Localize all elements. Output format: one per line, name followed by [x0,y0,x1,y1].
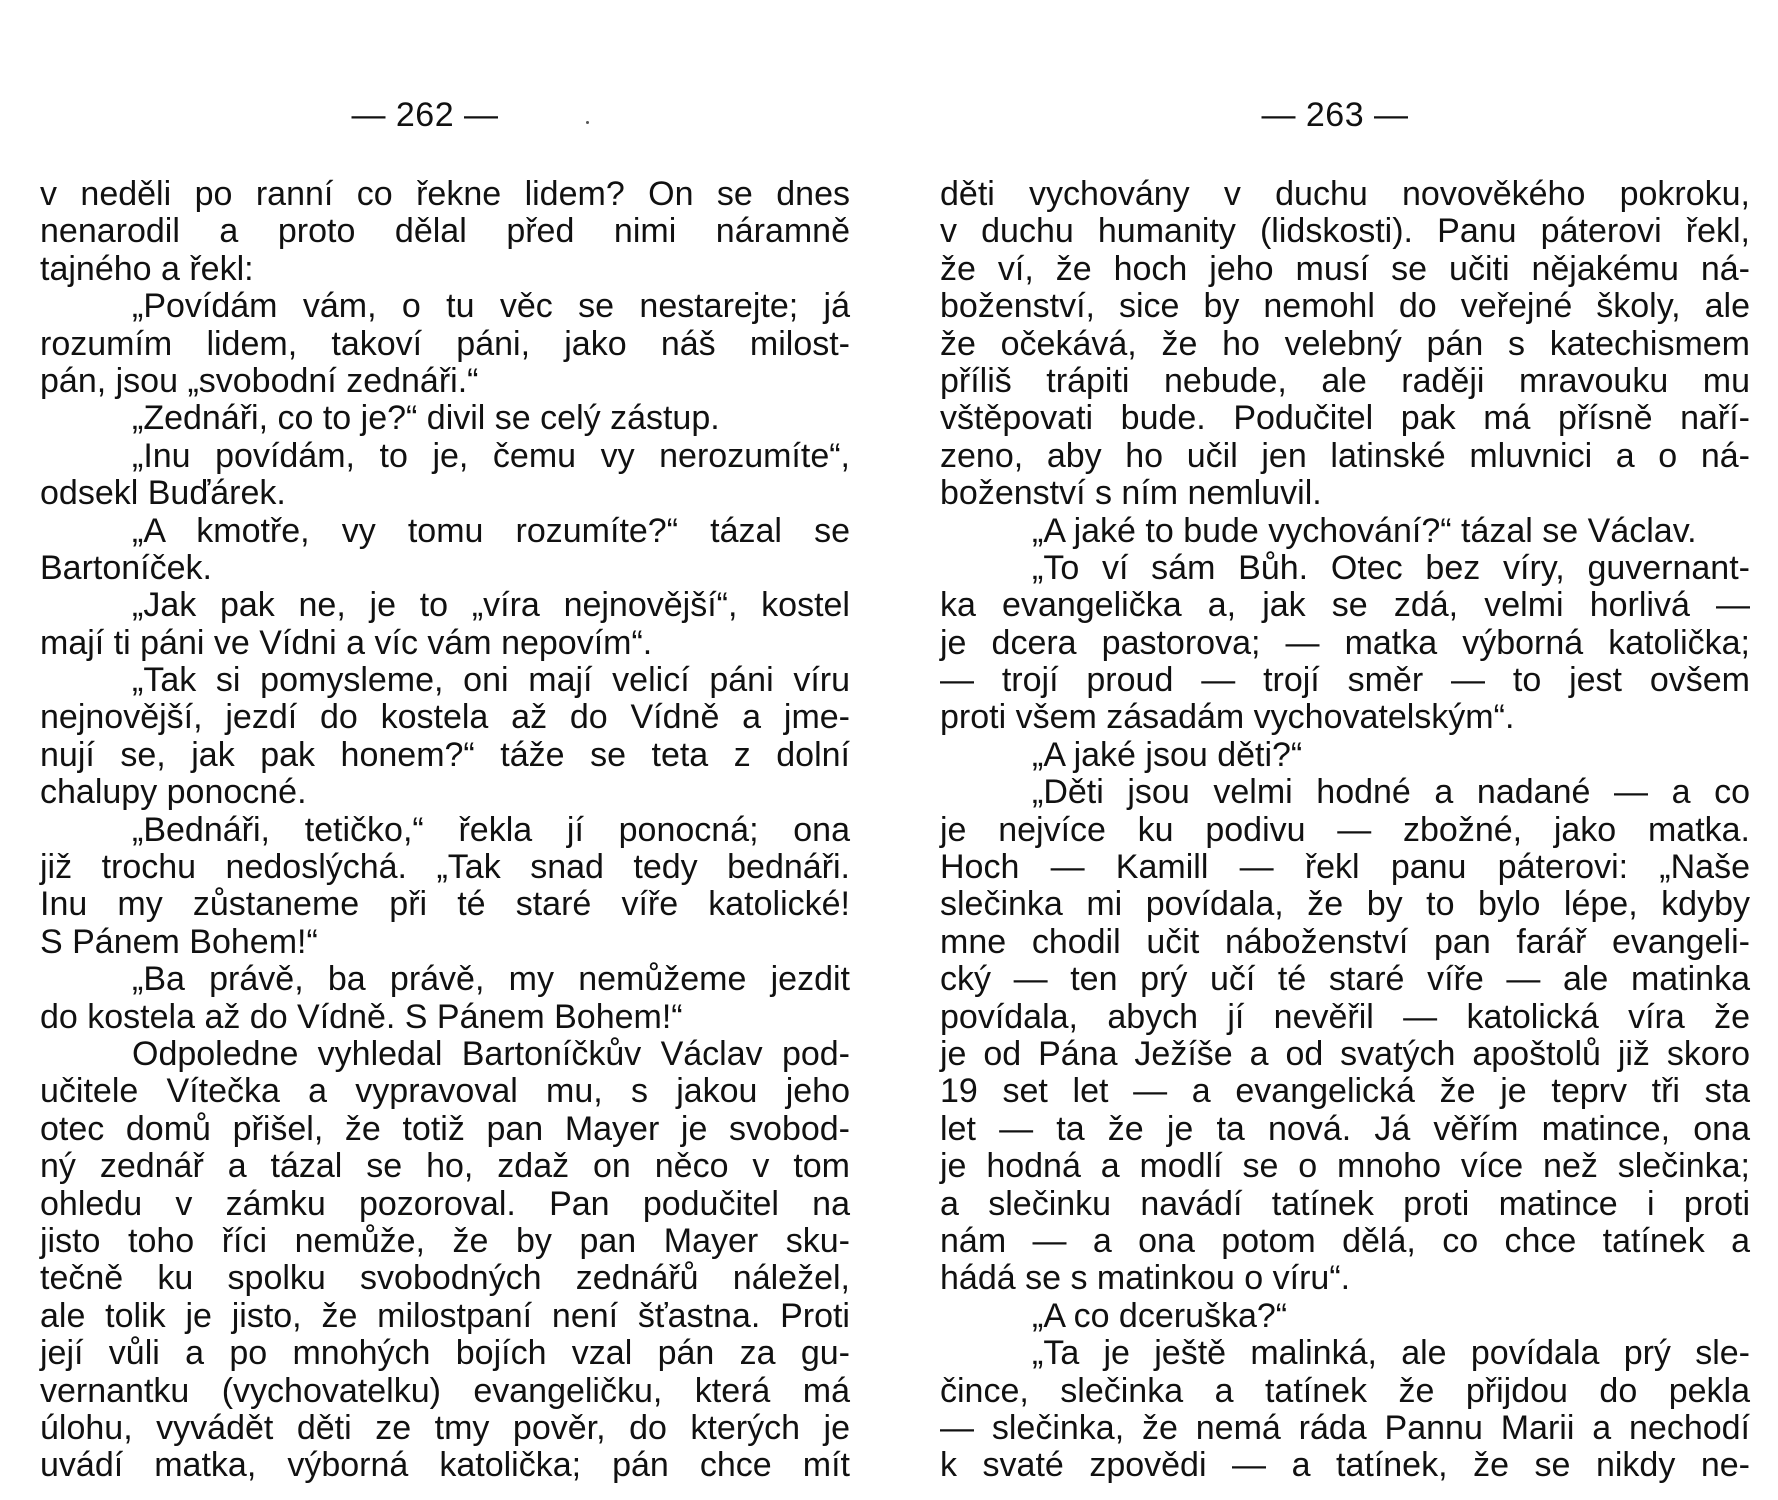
text-line: nenarodil a proto dělal před nimi náramně [40,212,850,251]
text-line: „Inu povídám, to je, čemu vy nerozumíte“, [132,436,850,475]
text-line: ohledu v zámku pozoroval. Pan podučitel na [40,1184,850,1223]
right-page-text [940,176,1750,1485]
text-line: že ví, že hoch jeho musí se učiti nějakému ná- [940,249,1750,288]
text-line: rozumím lidem, takoví páni, jako náš milost- [40,324,850,363]
left-page-text [40,176,850,1485]
print-speck [586,121,589,124]
text-line: odsekl Buďárek. [40,474,286,513]
text-line: otec domů přišel, že totiž pan Mayer je svobod- [40,1109,850,1148]
text-line: boženství, sice by nemohl do veřejné školy, ale [940,287,1750,326]
text-line: tajného a řekl: [40,249,254,288]
text-line: chalupy ponocné. [40,773,307,812]
text-line: ale tolik je jisto, že milostpaní není šťastna. Proti [40,1296,850,1335]
text-line: „A co dceruška?“ [1032,1296,1288,1335]
text-line: uvádí matka, výborná katolička; pán chce mít [40,1446,850,1485]
right-page [940,0,1750,1500]
text-line: již trochu nedoslýchá. „Tak snad tedy bednáři. [40,848,850,887]
text-line: „Bednáři, tetičko,“ řekla jí ponocná; ona [132,810,850,849]
text-line: a slečinku navádí tatínek proti matince i proti [940,1184,1750,1223]
text-line: děti vychovány v duchu novověkého pokroku, [940,175,1750,213]
text-line: „Tak si pomysleme, oni mají velicí páni víru [132,661,850,700]
text-line: nám — a ona potom dělá, co chce tatínek a [940,1221,1750,1260]
text-line: — trojí proud — trojí směr — to jest ovšem [940,661,1750,700]
text-line: nejnovější, jezdí do kostela až do Vídně a jme- [40,698,850,737]
text-line: hádá se s matinkou o víru“. [940,1259,1351,1298]
text-line: „Ta je ještě malinká, ale povídala prý sle- [1032,1334,1750,1373]
text-line: boženství s ním nemluvil. [940,474,1322,513]
text-line: příliš trápiti nebude, ale raději mravouku mu [940,361,1750,400]
text-line: do kostela až do Vídně. S Pánem Bohem!“ [40,997,683,1036]
text-line: Inu my zůstaneme při té staré víře katolické! [40,885,850,924]
text-line: mne chodil učit náboženství pan farář evangeli- [940,922,1750,961]
text-line: „Jak pak ne, je to „víra nejnovější“, kostel [132,586,850,625]
page-number-left: — 262 — [351,96,499,134]
text-line: ný zednář a tázal se ho, zdaž on něco v tom [40,1147,850,1186]
text-line: je nejvíce ku podivu — zbožné, jako matka. [940,810,1750,849]
text-line: v duchu humanity (lidskosti). Panu páterovi řekl, [940,212,1750,251]
text-line: tečně ku spolku svobodných zednářů náležel, [40,1259,850,1298]
text-line: povídala, abych jí nevěřil — katolická víra že [940,997,1750,1036]
text-line: je hodná a modlí se o mnoho více než slečinka; [940,1147,1750,1186]
text-line: jisto toho říci nemůže, že by pan Mayer sku- [40,1221,850,1260]
left-page [40,0,850,1500]
text-line: nují se, jak pak honem?“ táže se teta z dolní [40,735,850,774]
text-line: „A jaké jsou děti?“ [1032,735,1303,774]
text-line: „To ví sám Bůh. Otec bez víry, guvernant- [1032,548,1750,587]
text-line: úlohu, vyvádět děti ze tmy pověr, do kterých je [40,1408,850,1447]
text-line: vštěpovati bude. Podučitel pak má přísně naří- [940,399,1750,438]
text-line: učitele Vítečka a vypravoval mu, s jakou jeho [40,1072,850,1111]
text-line: S Pánem Bohem!“ [40,922,318,961]
text-line: slečinka mi povídala, že by to bylo lépe, kdyby [940,885,1750,924]
text-line: mají ti páni ve Vídni a víc vám nepovím“. [40,623,653,662]
text-line: je dcera pastorova; — matka výborná katolička; [940,623,1750,662]
text-line: vernantku (vychovatelku) evangeličku, která má [40,1371,850,1410]
text-line: let — ta že je ta nová. Já věřím matince, ona [940,1109,1750,1148]
text-line: — slečinka, že nemá ráda Pannu Marii a nechodí [940,1408,1750,1447]
text-line: v neděli po ranní co řekne lidem? On se dnes [40,175,850,213]
text-line: pán, jsou „svobodní zednáři.“ [40,361,479,400]
text-line: „Zednáři, co to je?“ divil se celý zástup. [132,399,720,438]
text-line: Hoch — Kamill — řekl panu páterovi: „Naše [940,848,1750,887]
text-line: „Povídám vám, o tu věc se nestarejte; já [132,287,850,326]
text-line: její vůli a po mnohých bojích vzal pán za gu- [40,1334,850,1373]
text-line: proti všem zásadám vychovatelským“. [940,698,1515,737]
text-line: Odpoledne vyhledal Bartoníčkův Václav pod- [132,1034,850,1073]
text-line: „Ba právě, ba právě, my nemůžeme jezdit [132,960,850,999]
text-line: je od Pána Ježíše a od svatých apoštolů již skoro [940,1034,1750,1073]
page-number-right: — 263 — [1261,96,1409,134]
text-line: Bartoníček. [40,548,212,587]
text-line: „A jaké to bude vychování?“ tázal se Václav. [1032,511,1697,550]
text-line: „Děti jsou velmi hodné a nadané — a co [1032,773,1750,812]
text-line: zeno, aby ho učil jen latinské mluvnici a o ná- [940,436,1750,475]
text-line: že očekává, že ho velebný pán s katechismem [940,324,1750,363]
text-line: čince, slečinka a tatínek že přijdou do pekla [940,1371,1750,1410]
text-line: „A kmotře, vy tomu rozumíte?“ tázal se [132,511,850,550]
text-line: cký — ten prý učí té staré víře — ale matinka [940,960,1750,999]
text-line: k svaté zpovědi — a tatínek, že se nikdy ne- [940,1446,1750,1485]
text-line: ka evangelička a, jak se zdá, velmi horlivá — [940,586,1750,625]
text-line: 19 set let — a evangelická že je teprv tři sta [940,1072,1750,1111]
